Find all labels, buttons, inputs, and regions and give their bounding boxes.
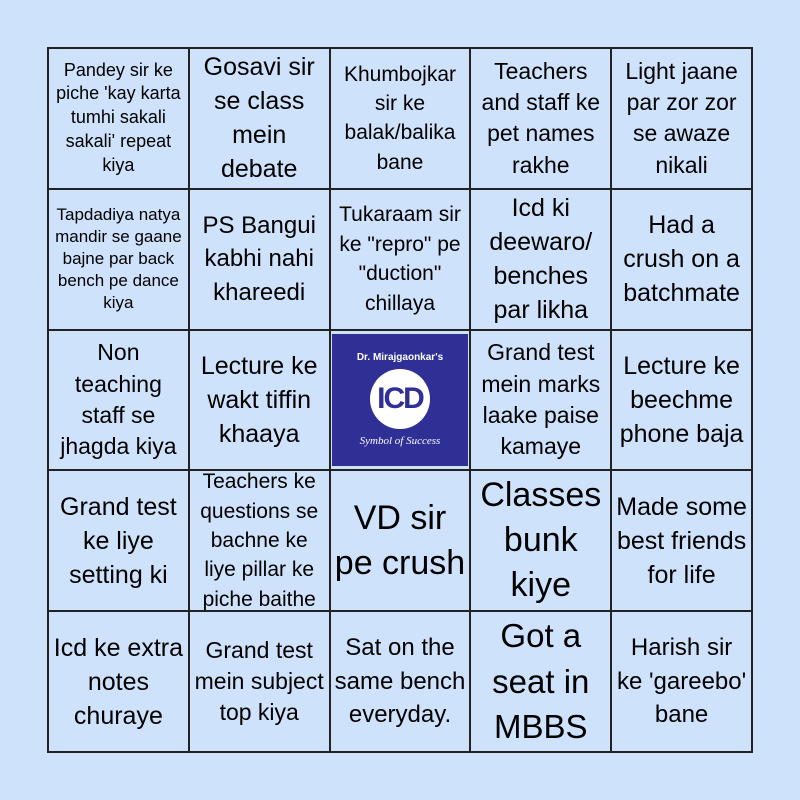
cell-text: Lecture ke wakt tiffin khaaya — [200, 351, 318, 448]
cell-text: Got a seat in MBBS — [492, 617, 590, 746]
cell-text: Non teaching staff se jhagda kiya — [60, 339, 177, 460]
bingo-cell[interactable] — [48, 189, 189, 330]
cell-text: Grand test ke liye setting ki — [60, 492, 177, 589]
cell-text: PS Bangui kabhi nahi khareedi — [202, 211, 316, 306]
bingo-cell[interactable] — [611, 330, 752, 471]
bingo-cell[interactable] — [470, 48, 611, 189]
cell-text: Lecture ke beechme phone baja — [619, 351, 744, 448]
bingo-cell[interactable] — [611, 48, 752, 189]
cell-text: Gosavi sir se class mein debate — [203, 53, 315, 184]
cell-text: Khumbojkar sir ke balak/balika bane — [343, 62, 457, 174]
bingo-cell[interactable] — [330, 611, 471, 752]
cell-text: Grand test mein subject top kiya — [194, 636, 324, 726]
bingo-cell[interactable] — [470, 470, 611, 611]
cell-text: Grand test mein marks laake paise kamaye — [481, 339, 601, 460]
cell-text: Icd ki deewaro/ benches par likha — [489, 194, 593, 325]
bingo-cell[interactable] — [470, 611, 611, 752]
logo-tagline: Symbol of Success — [359, 435, 441, 448]
bingo-cell[interactable] — [611, 189, 752, 330]
bingo-cell[interactable] — [189, 470, 330, 611]
bingo-cell[interactable] — [48, 330, 189, 471]
cell-text: Had a crush on a batchmate — [623, 211, 740, 308]
cell-text: Harish sir ke 'gareebo' bane — [616, 634, 747, 729]
bingo-cell[interactable] — [189, 48, 330, 189]
bingo-cell[interactable] — [470, 189, 611, 330]
icd-logo-mark: ICD — [370, 369, 430, 429]
bingo-cell[interactable] — [48, 611, 189, 752]
cell-text: Classes bunk kiye — [480, 476, 602, 605]
icd-logo — [332, 334, 468, 466]
cell-text: Teachers ke questions se bachne ke liye pillar ke piche baithe — [200, 470, 319, 611]
bingo-cell[interactable] — [48, 470, 189, 611]
bingo-cell[interactable] — [611, 611, 752, 752]
bingo-cell[interactable] — [48, 48, 189, 189]
bingo-cell[interactable] — [189, 189, 330, 330]
bingo-cell[interactable] — [330, 48, 471, 189]
bingo-cell[interactable] — [330, 189, 471, 330]
logo-top-text: Dr. Mirajgaonkar's — [356, 352, 444, 364]
bingo-cell[interactable] — [189, 611, 330, 752]
free-space[interactable] — [330, 330, 471, 471]
cell-text: Tukaraam sir ke "repro" pe "duction" chillaya — [339, 203, 461, 315]
bingo-cell[interactable] — [189, 330, 330, 471]
cell-text: Teachers and staff ke pet names rakhe — [481, 57, 601, 178]
cell-text: Sat on the same bench everyday. — [334, 634, 466, 729]
cell-text: Pandey sir ke piche 'kay karta tumhi sakali sakali' repeat kiya — [56, 59, 181, 176]
cell-text: VD sir pe crush — [334, 498, 466, 582]
bingo-cell[interactable] — [470, 330, 611, 471]
cell-text: Icd ke extra notes churaye — [53, 633, 184, 730]
cell-text: Tapdadiya natya mandir se gaane bajne par back bench pe dance kiya — [55, 204, 182, 313]
bingo-cell[interactable] — [330, 470, 471, 611]
cell-text: Made some best friends for life — [616, 492, 747, 589]
bingo-cell[interactable] — [611, 470, 752, 611]
cell-text: Light jaane par zor zor se awaze nikali — [625, 57, 738, 178]
bingo-board — [47, 47, 753, 753]
